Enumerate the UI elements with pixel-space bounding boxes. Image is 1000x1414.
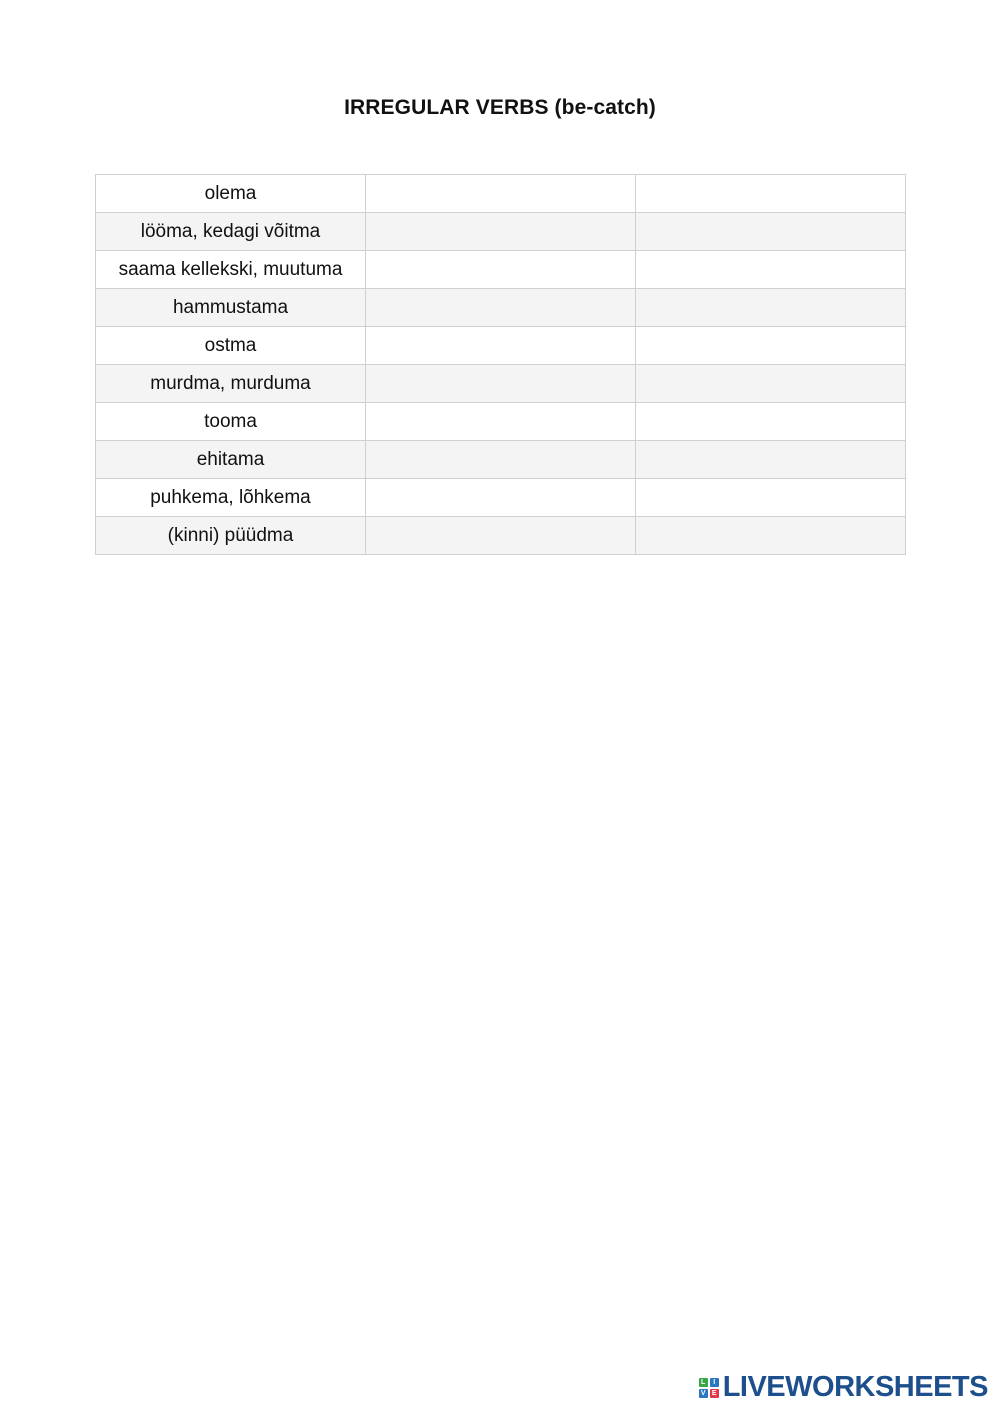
answer-cell[interactable] [636,441,906,479]
logo-letter: I [710,1378,719,1387]
verb-cell: ehitama [96,441,366,479]
past-simple-input[interactable] [366,441,635,478]
answer-cell[interactable] [636,327,906,365]
verb-cell: puhkema, lõhkema [96,479,366,517]
verb-table-body [96,175,906,555]
past-participle-input[interactable] [636,403,905,440]
past-participle-input[interactable] [636,517,905,554]
verb-cell: tooma [96,403,366,441]
past-simple-input[interactable] [366,213,635,250]
verb-cell: hammustama [96,289,366,327]
answer-cell[interactable] [636,289,906,327]
answer-cell[interactable] [636,213,906,251]
verb-table [95,174,906,555]
past-participle-input[interactable] [636,213,905,250]
answer-cell[interactable] [636,251,906,289]
past-participle-input[interactable] [636,441,905,478]
verb-cell: saama kellekski, muutuma [96,251,366,289]
verb-cell: lööma, kedagi võitma [96,213,366,251]
answer-cell[interactable] [366,251,636,289]
past-simple-input[interactable] [366,175,635,212]
answer-cell[interactable] [366,441,636,479]
liveworksheets-brand [699,1371,988,1404]
past-participle-input[interactable] [636,175,905,212]
past-participle-input[interactable] [636,479,905,516]
answer-cell[interactable] [366,213,636,251]
logo-letter: V [699,1389,708,1398]
answer-cell[interactable] [366,327,636,365]
past-simple-input[interactable] [366,403,635,440]
table-row [96,403,906,441]
table-row [96,175,906,213]
answer-cell[interactable] [366,289,636,327]
table-row [96,479,906,517]
table-row [96,327,906,365]
answer-cell[interactable] [366,175,636,213]
past-simple-input[interactable] [366,251,635,288]
verb-cell: (kinni) püüdma [96,517,366,555]
table-row [96,365,906,403]
past-participle-input[interactable] [636,365,905,402]
answer-cell[interactable] [366,517,636,555]
past-participle-input[interactable] [636,327,905,364]
answer-cell[interactable] [366,403,636,441]
table-row [96,441,906,479]
answer-cell[interactable] [636,517,906,555]
past-simple-input[interactable] [366,479,635,516]
table-row [96,251,906,289]
answer-cell[interactable] [636,175,906,213]
table-row [96,517,906,555]
verb-cell: ostma [96,327,366,365]
past-simple-input[interactable] [366,327,635,364]
page-title: IRREGULAR VERBS (be-catch) [344,96,656,119]
liveworksheets-logo-icon [699,1378,719,1398]
past-simple-input[interactable] [366,517,635,554]
logo-letter: L [699,1378,708,1387]
logo-letter: E [710,1389,719,1398]
past-participle-input[interactable] [636,251,905,288]
past-participle-input[interactable] [636,289,905,326]
answer-cell[interactable] [636,403,906,441]
past-simple-input[interactable] [366,365,635,402]
table-row [96,213,906,251]
past-simple-input[interactable] [366,289,635,326]
answer-cell[interactable] [366,479,636,517]
answer-cell[interactable] [366,365,636,403]
answer-cell[interactable] [636,365,906,403]
answer-cell[interactable] [636,479,906,517]
table-row [96,289,906,327]
brand-name: LIVEWORKSHEETS [722,1371,988,1403]
verb-cell: murdma, murduma [96,365,366,403]
verb-cell: olema [96,175,366,213]
